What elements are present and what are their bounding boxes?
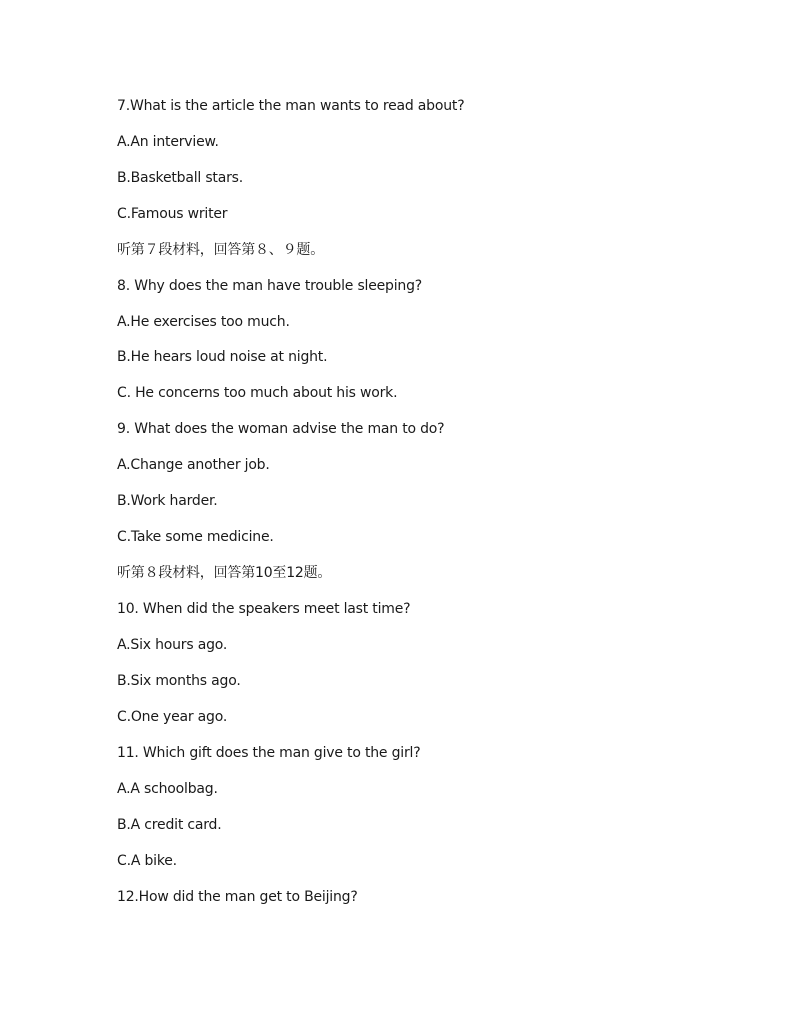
question-11-option-b: B.A credit card. — [117, 817, 222, 833]
question-7-option-c: C.Famous writer — [117, 206, 228, 222]
question-8-option-a: A.He exercises too much. — [117, 314, 290, 330]
question-9-option-b: B.Work harder. — [117, 493, 218, 509]
question-10-option-a: A.Six hours ago. — [117, 637, 228, 653]
question-10: 10. When did the speakers meet last time? — [117, 601, 411, 617]
question-7-option-a: A.An interview. — [117, 134, 219, 150]
question-9: 9. What does the woman advise the man to do? — [117, 421, 445, 437]
question-10-option-c: C.One year ago. — [117, 709, 228, 725]
question-7: 7.What is the article the man wants to read about? — [117, 98, 465, 114]
question-8-option-b: B.He hears loud noise at night. — [117, 349, 328, 365]
section-instruction-7: 听第７段材料，回答第８、９题。 — [117, 242, 324, 258]
question-9-option-a: A.Change another job. — [117, 457, 270, 473]
question-11: 11. Which gift does the man give to the girl? — [117, 745, 421, 761]
section-instruction-8: 听第８段材料，回答第10至12题。 — [117, 565, 332, 581]
question-11-option-c: C.A bike. — [117, 853, 177, 869]
question-9-option-c: C.Take some medicine. — [117, 529, 274, 545]
question-8-option-c: C. He concerns too much about his work. — [117, 385, 398, 401]
question-11-option-a: A.A schoolbag. — [117, 781, 218, 797]
question-7-option-b: B.Basketball stars. — [117, 170, 244, 186]
question-10-option-b: B.Six months ago. — [117, 673, 241, 689]
question-8: 8. Why does the man have trouble sleeping? — [117, 278, 423, 294]
question-12: 12.How did the man get to Beijing? — [117, 889, 358, 905]
